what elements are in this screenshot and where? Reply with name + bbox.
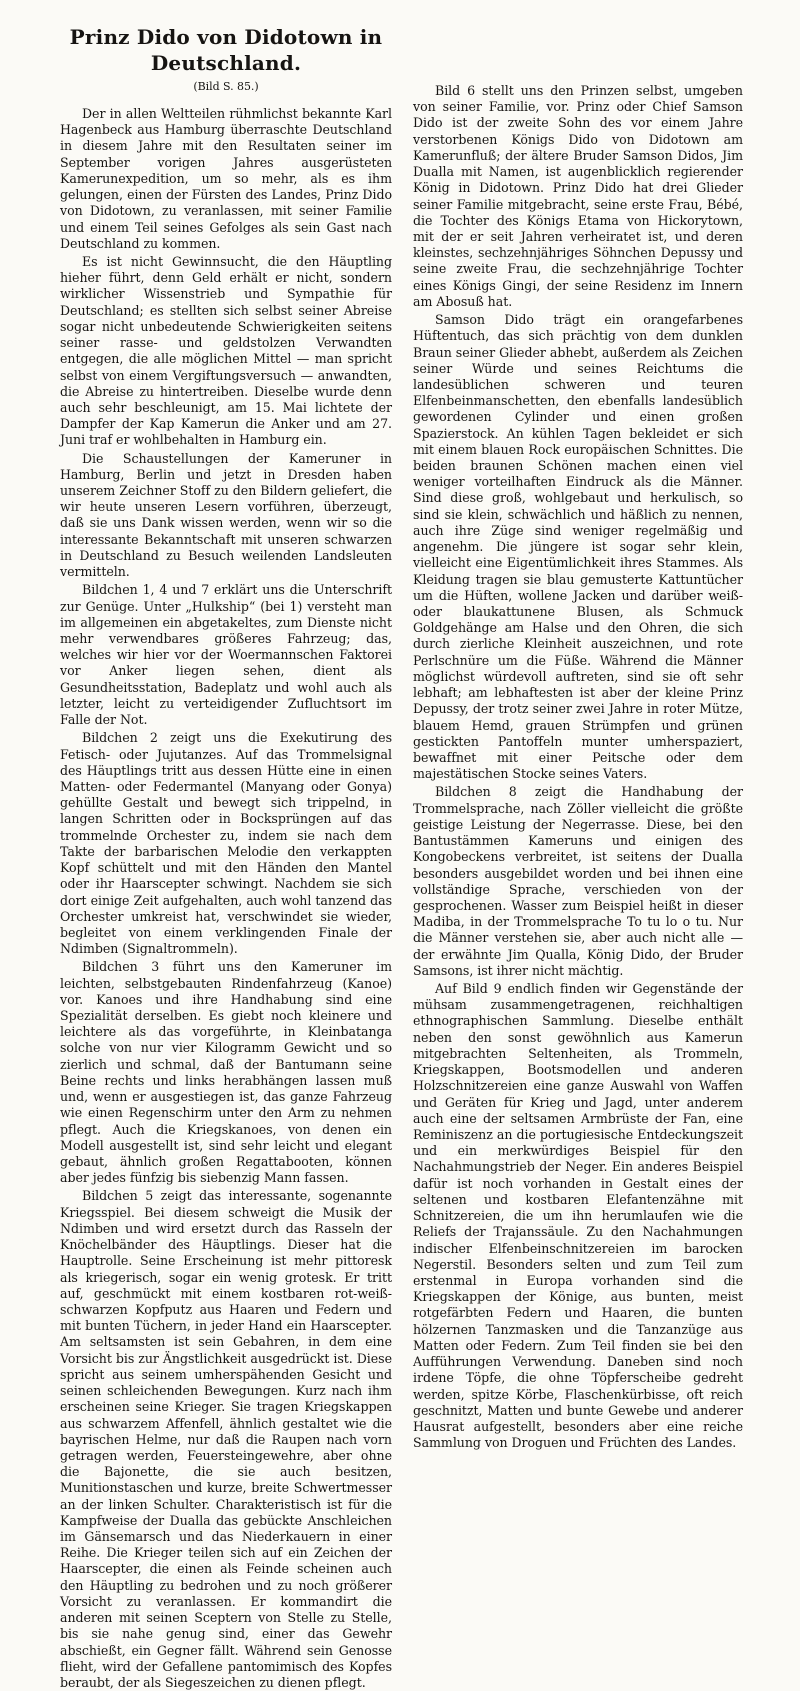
article-title: Prinz Dido von Didotown in Deutschland. <box>69 25 383 75</box>
paragraph: Bildchen 2 zeigt uns die Exekutirung des Fetisch- oder Jujutanzes. Auf das Trommelsignal des Häuptlings tritt aus dessen Hütte eine in einen Matten- oder Federmantel (Manyang oder Gonya) gehüllte Gestalt und bewegt sich trippelnd, in langen Schritten oder in Bocksprüngen auf das trommelnde Orchester zu, indem sie nach dem Takte der barbarischen Melodie den verkappten Kopf schüttelt und mit den Händen den Mantel oder ihr Haarscepter schwingt. Nachdem sie sich dort einige Zeit aufgehalten, auch wohl tanzend das Orchester umkreist hat, verschwindet sie wieder, begleitet von einem verklingenden Finale der Ndimben (Signaltrommeln). <box>60 730 392 957</box>
paragraph: Die Schaustellungen der Kameruner in Hamburg, Berlin und jetzt in Dresden haben unserem Zeichner Stoff zu den Bildern geliefert, die wir heute unseren Lesern vorführen, überzeugt, daß sie uns Dank wissen werden, wenn wir so die interessante Bekanntschaft mit unseren schwarzen in Deutschland zu Besuch weilenden Landsleuten vermitteln. <box>60 450 392 580</box>
right-column <box>413 83 743 1451</box>
paragraph: Bildchen 1, 4 und 7 erklärt uns die Unterschrift zur Genüge. Unter „Hulkship“ (bei 1) versteht man im allgemeinen ein abgetakeltes, zum Dienste nicht mehr verwendbares größeres Fahrzeug; das, welches wir hier vor der Woermannschen Faktorei vor Anker liegen sehen, dient als Gesundheitsstation, Badeplatz und wohl auch als letzter, leicht zu verteidigender Zufluchtsort im Falle der Not. <box>60 582 392 728</box>
left-column <box>60 18 392 1691</box>
paragraph: Bildchen 8 zeigt die Handhabung der Trommelsprache, nach Zöller vielleicht die größte geistige Leistung der Negerrasse. Diese, bei den Bantustämmen Kameruns und einigen des Kongobeckens verbreitet, ist seitens der Dualla besonders ausgebildet worden und bei ihnen eine vollständige Sprache, verschieden von der gesprochenen. Wasser zum Beispiel heißt in dieser Madiba, in der Trommelsprache To tu lo o tu. Nur die Männer verstehen sie, aber auch nicht alle — der erwähnte Jim Qualla, König Dido, der Bruder Samsons, ist ihrer nicht mächtig. <box>413 784 743 978</box>
paragraph: Der in allen Weltteilen rühmlichst bekannte Karl Hagenbeck aus Hamburg überraschte Deutschland in diesem Jahre mit den Resultaten seiner im September vorigen Jahres ausgerüsteten Kamerunexpedition, um so mehr, als es ihm gelungen, einen der Fürsten des Landes, Prinz Dido von Didotown, zu veranlassen, mit seiner Familie und einem Teil seines Gefolges als sein Gast nach Deutschland zu kommen. <box>60 106 392 251</box>
paragraph: Bild 6 stellt uns den Prinzen selbst, umgeben von seiner Familie, vor. Prinz oder Chief Samson Dido ist der zweite Sohn des vor einem Jahre verstorbenen Königs Dido von Didotown am Kamerunfluß; der ältere Bruder Samson Didos, Jim Dualla mit Namen, ist augenblicklich regierender König in Didotown. Prinz Dido hat drei Glieder seiner Familie mitgebracht, seine erste Frau, Bébé, die Tochter des Königs Etama von Hickorytown, mit der er seit Jahren verheiratet ist, und deren kleinstes, sechzehnjähriges Söhnchen Depussy und seine zweite Frau, die sechzehnjährige Tochter eines Königs Gingi, der seine Residenz im Innern am Abosuß hat. <box>413 83 743 309</box>
paragraph: Samson Dido trägt ein orangefarbenes Hüftentuch, das sich prächtig von dem dunklen Braun seiner Glieder abhebt, außerdem als Zeichen seiner Würde und seines Reichtums die landesüblichen schweren und teuren Elfenbeinmanschetten, den ebenfalls landesüblich gewordenen Cylinder und einen großen Spazierstock. An kühlen Tagen bekleidet er sich mit einem blauen Rock europäischen Schnittes. Die beiden braunen Schönen machen einen viel weniger vorteilhaften Eindruck als die Männer. Sind diese groß, wohlgebaut und herkulisch, so sind sie klein, schwächlich und häßlich zu nennen, auch ihre Züge sind weniger regelmäßig und angenehm. Die jüngere ist sogar sehr klein, vielleicht eine Eigentümlichkeit ihres Stammes. Als Kleidung tragen sie blau gemusterte Kattuntücher um die Hüften, wollene Jacken und darüber weiß- oder blaukattunene Blusen, als Schmuck Goldgehänge am Halse und den Ohren, die sich durch zierliche Kleinheit auszeichnen, und rote Perlschnüre um die Füße. Während die Männer möglichst würdevoll auftreten, sind sie oft sehr lebhaft; am lebhaftesten ist aber der kleine Prinz Depussy, der trotz seiner zwei Jahre in roter Mütze, blauem Hemd, grauen Strümpfen und grünen gestickten Pantoffeln munter umherspaziert, bewaffnet mit einer Peitsche oder dem majestätischen Stocke seines Vaters. <box>413 312 743 782</box>
paragraph: Auf Bild 9 endlich finden wir Gegenstände der mühsam zusammengetragenen, reichhaltigen ethnographischen Sammlung. Dieselbe enthält neben den sonst gewöhnlich aus Kamerun mitgebrachten Seltenheiten, als Trommeln, Kriegskappen, Bootsmodellen und anderen Holzschnitzereien eine ganze Auswahl von Waffen und Geräten für Krieg und Jagd, unter anderem auch eine der seltsamen Armbrüste der Fan, eine Reminiszenz an die portugiesische Entdeckungszeit und ein merkwürdiges Beispiel für den Nachahmungstrieb der Neger. Ein anderes Beispiel dafür ist noch vorhanden in Gestalt eines der seltenen und kostbaren Elefantenzähne mit Schnitzereien, die um ihn herumlaufen wie die Reliefs der Trajanssäule. Zu den Nachahmungen indischer Elfenbeinschnitzereien im barocken Negerstil. Besonders selten und zum Teil zum erstenmal in Europa vorhanden sind die Kriegskappen der Könige, aus bunten, meist rotgefärbten Federn und Haaren, die bunten hölzernen Tanzmasken und die Tanzanzüge aus Matten oder Federn. Zum Teil finden sie bei den Aufführungen Verwendung. Daneben sind noch irdene Töpfe, die ohne Töpferscheibe gedreht werden, spitze Körbe, Flaschenkürbisse, oft reich geschnitzt, Matten und bunte Gewebe und anderer Hausrat aufgestellt, besonders aber eine reiche Sammlung von Droguen und Früchten des Landes. <box>413 981 743 1451</box>
article-subtitle: (Bild S. 85.) <box>193 80 259 93</box>
paragraph: Es ist nicht Gewinnsucht, die den Häuptling hieher führt, denn Geld erhält er nicht, sondern wirklicher Wissenstrieb und Sympathie für Deutschland; es stellten sich selbst seiner Abreise sogar nicht unbedeutende Schwierigkeiten seitens seiner rasse- und geldstolzen Verwandten entgegen, die alle möglichen Mittel — man spricht selbst von einem Vergiftungsversuch — anwandten, die Abreise zu hintertreiben. Dieselbe wurde denn auch sehr beschleunigt, am 15. Mai lichtete der Dampfer der Kap Kamerun die Anker und am 27. Juni traf er wohlbehalten in Hamburg ein. <box>60 253 392 448</box>
paragraph: Bildchen 3 führt uns den Kameruner im leichten, selbstgebauten Rindenfahrzeug (Kanoe) vor. Kanoes und ihre Handhabung sind eine Spezialität derselben. Es giebt noch kleinere und leichtere als das vorgeführte, in Kleinbatanga solche von nur vier Kilogramm Gewicht und so zierlich und schmal, daß der Bantumann seine Beine rechts und links herabhängen lassen muß und, wenn er ausgestiegen ist, das ganze Fahrzeug wie einen Regenschirm unter den Arm zu nehmen pflegt. Auch die Kriegskanoes, von denen ein Modell ausgestellt ist, sind sehr leicht und elegant gebaut, ähnlich großen Regattabooten, können aber jedes fünfzig bis siebenzig Mann fassen. <box>60 959 392 1186</box>
paragraph: Bildchen 5 zeigt das interessante, sogenannte Kriegsspiel. Bei diesem schweigt die Musik der Ndimben und wird ersetzt durch das Rasseln der Knöchelbänder des Häuptlings. Dieser hat die Hauptrolle. Seine Erscheinung ist mehr pittoresk als kriegerisch, sogar ein wenig grotesk. Er tritt auf, geschmückt mit einem kostbaren rot-weiß-schwarzen Kopfputz aus Haaren und Federn und mit bunten Tüchern, in jeder Hand ein Haarscepter. Am seltsamsten ist sein Gebahren, in dem eine Vorsicht bis zur Ängstlichkeit ausgedrückt ist. Diese spricht aus seinem umherspähenden Gesicht und seinen schleichenden Bewegungen. Kurz nach ihm erscheinen seine Krieger. Sie tragen Kriegskappen aus schwarzem Affenfell, ähnlich gestaltet wie die bayrischen Helme, nur daß die Raupen nach vorn getragen werden, Feuersteingewehre, aber ohne die Bajonette, die sie auch besitzen, Munitionstaschen und kurze, breite Schwertmesser an der linken Schulter. Charakteristisch ist für die Kampfweise der Dualla das gebückte Anschleichen im Gänsemarsch und das Niederkauern in einer Reihe. Die Krieger teilen sich auf ein Zeichen der Haarscepter, die einen als Feinde scheinen auch den Häuptling zu bedrohen und zu noch größerer Vorsicht zu veranlassen. Er kommandirt die anderen mit seinen Sceptern von Stelle zu Stelle, bis sie nahe genug sind, einer das Gewehr abschießt, ein Gegner fällt. Während sein Genosse flieht, wird der Gefallene pantomimisch des Kopfes beraubt, der als Siegeszeichen zu dienen pflegt. <box>60 1188 392 1690</box>
